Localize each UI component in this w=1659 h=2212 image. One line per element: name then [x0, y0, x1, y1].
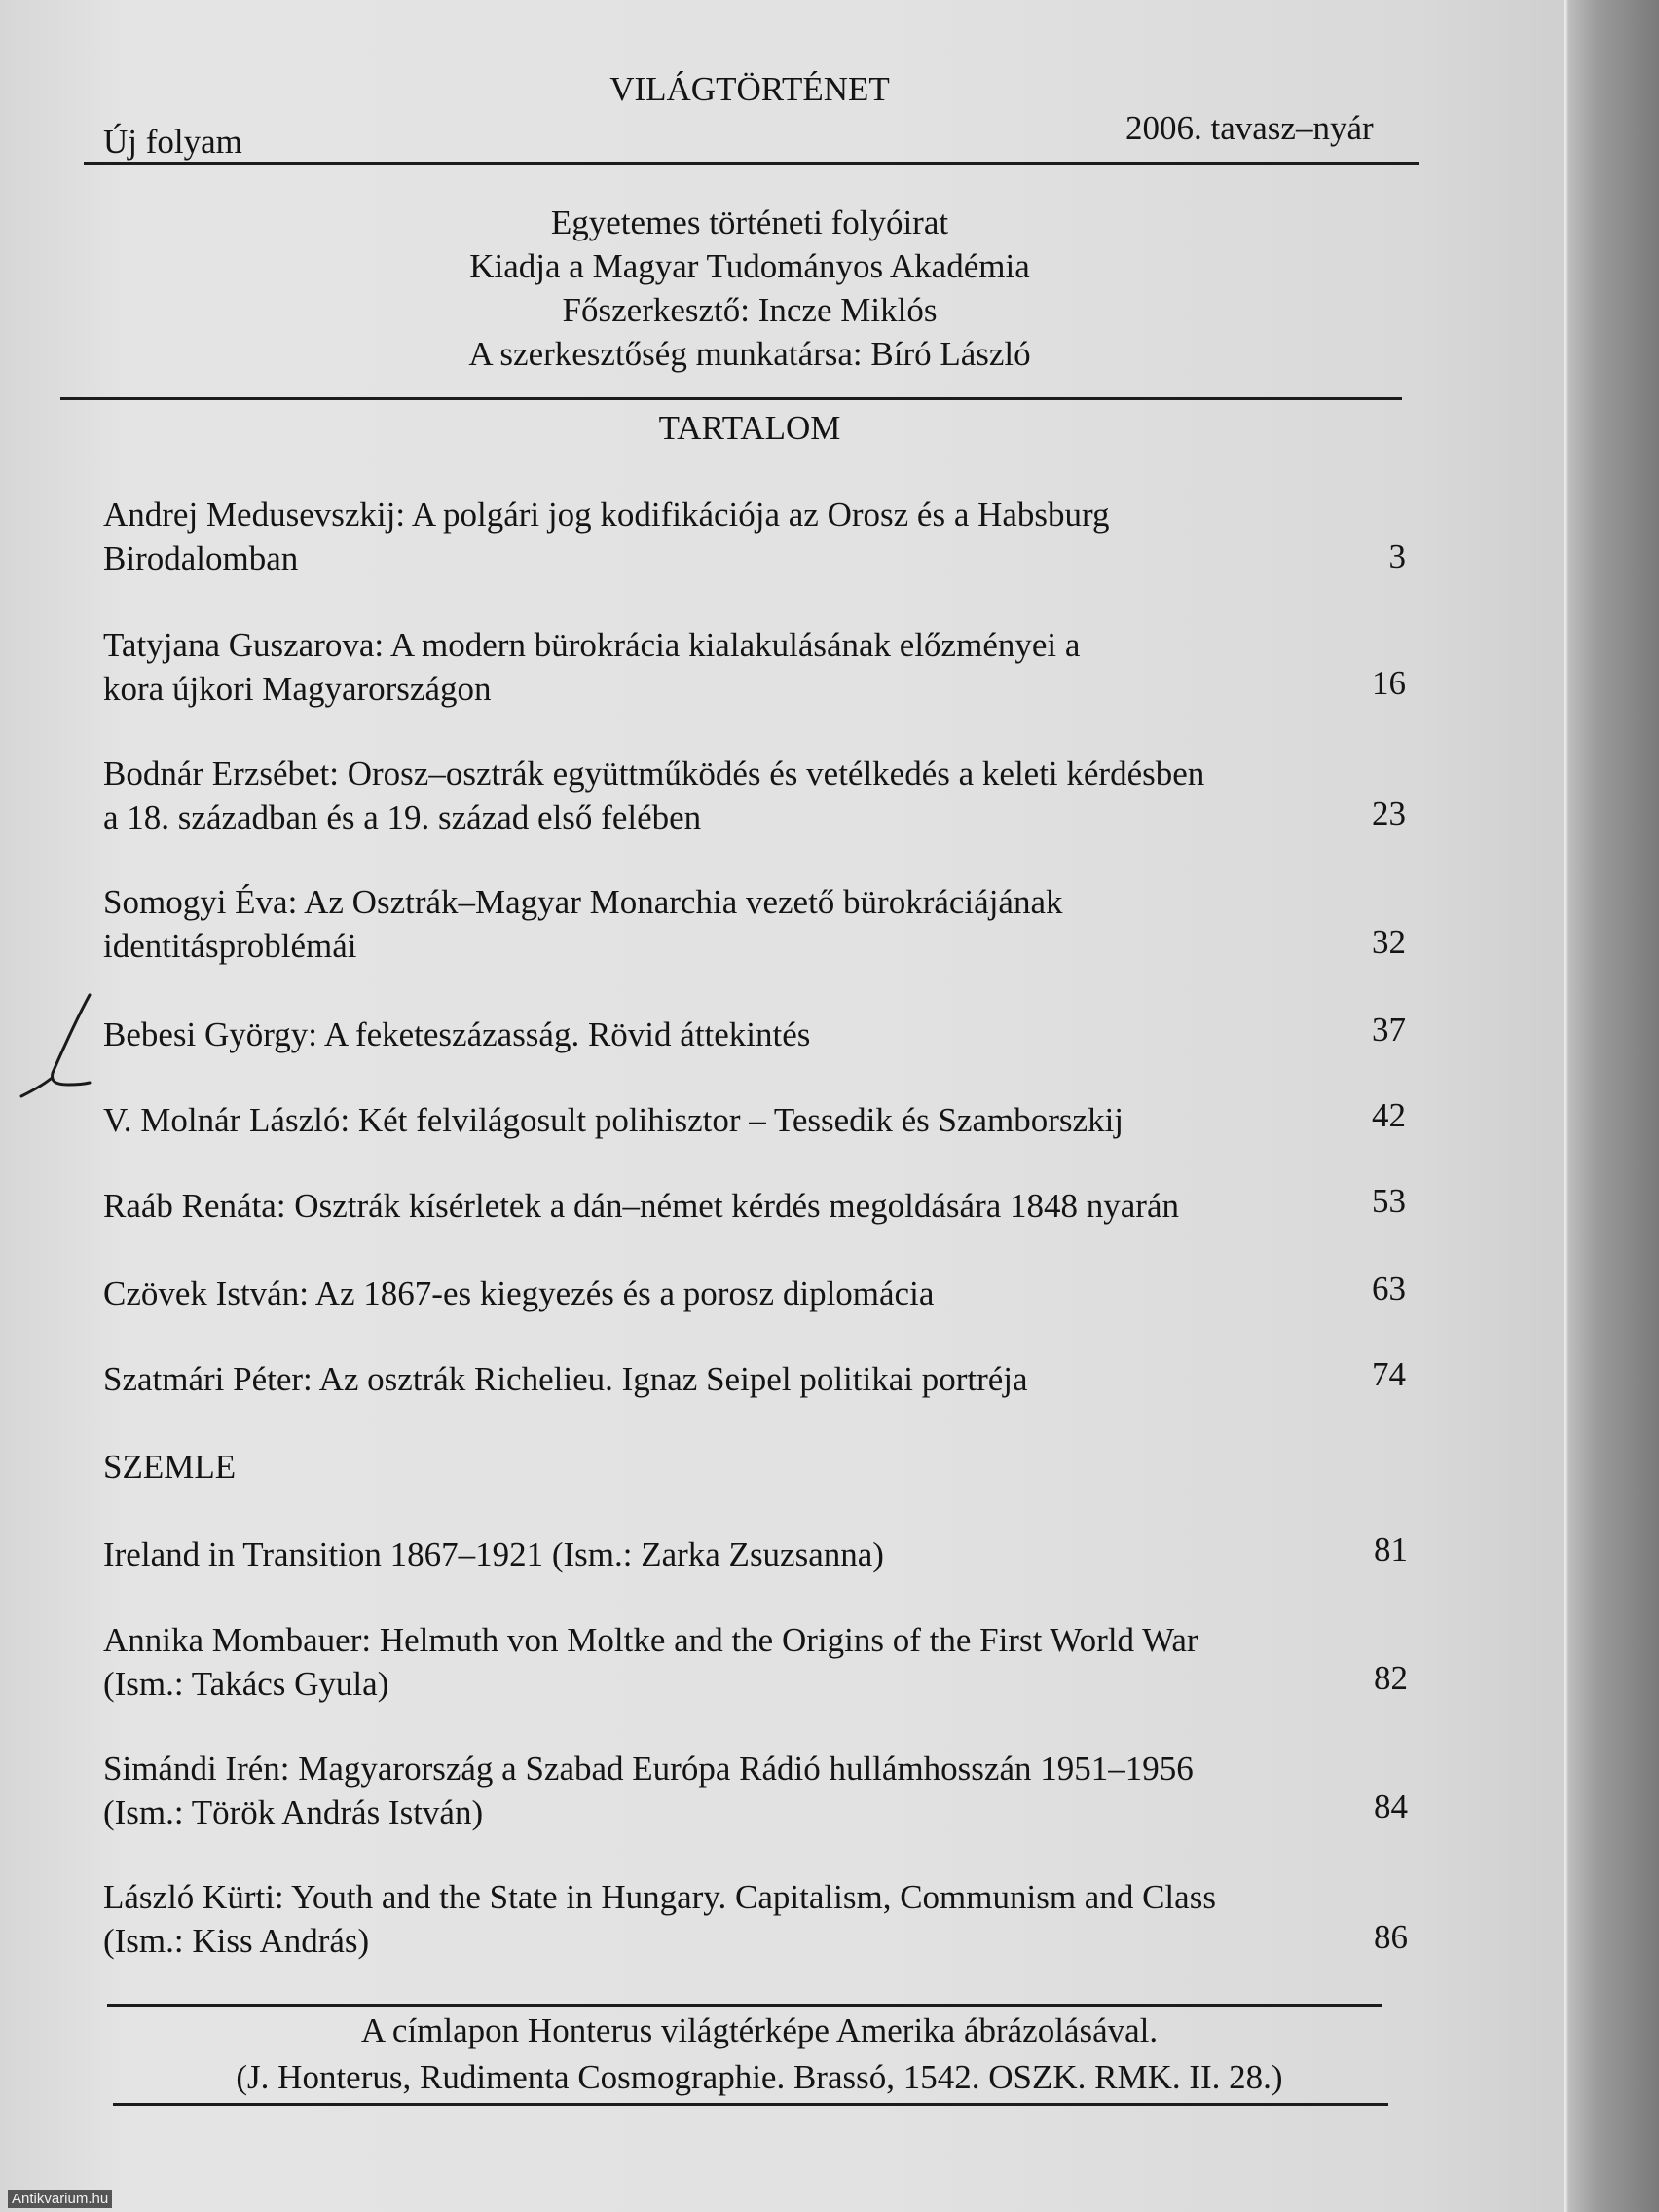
entry-text: Tatyjana Guszarova: A modern bürokrácia kialakulásának előzményei a — [103, 626, 1081, 664]
entry-text: Bodnár Erzsébet: Orosz–osztrák együttműködés és vetélkedés a keleti kérdésben — [103, 755, 1205, 793]
toc-entry — [103, 623, 1408, 711]
review-entry — [103, 1747, 1408, 1834]
review-entry — [103, 1875, 1408, 1963]
page-number: 32 — [1372, 923, 1406, 961]
page-number: 53 — [1372, 1182, 1406, 1220]
entry-text: V. Molnár László: Két felvilágosult polihisztor – Tessedik és Szamborszkij — [103, 1101, 1124, 1139]
cover-note — [0, 2008, 1519, 2101]
page-number: 84 — [1374, 1788, 1408, 1825]
watermark: Antikvarium.hu — [8, 2190, 112, 2208]
entry-text: László Kürti: Youth and the State in Hungary. Capitalism, Communism and Class — [103, 1878, 1216, 1916]
page-number: 3 — [1388, 537, 1406, 575]
entry-text: Andrej Medusevszkij: A polgári jog kodifikációja az Orosz és a Habsburg — [103, 496, 1110, 534]
entry-text: Somogyi Éva: Az Osztrák–Magyar Monarchia vezető bürokráciájának — [103, 883, 1063, 921]
page-number: 16 — [1372, 664, 1406, 702]
entry-text: (Ism.: Takács Gyula) — [103, 1665, 389, 1703]
page-number: 63 — [1372, 1270, 1406, 1308]
entry-text: Annika Mombauer: Helmuth von Moltke and the Origins of the First World War — [103, 1621, 1198, 1659]
entry-text: Raáb Renáta: Osztrák kísérletek a dán–német kérdés megoldására 1848 nyarán — [103, 1187, 1179, 1225]
entry-text: a 18. században és a 19. század első felében — [103, 798, 702, 836]
entry-text: identitásproblémái — [103, 927, 357, 965]
toc-entry — [103, 1272, 1408, 1315]
entry-text: Szatmári Péter: Az osztrák Richelieu. Ignaz Seipel politikai portréja — [103, 1360, 1028, 1398]
footer-bottom-rule — [113, 2103, 1388, 2106]
cover-note-line: (J. Honterus, Rudimenta Cosmographie. Brassó, 1542. OSZK. RMK. II. 28.) — [236, 2058, 1283, 2096]
page-number: 23 — [1372, 794, 1406, 832]
page-stack-edge — [1564, 0, 1659, 2212]
entry-text: (Ism.: Kiss András) — [103, 1922, 370, 1960]
entry-text: Czövek István: Az 1867-es kiegyezés és a porosz diplomácia — [103, 1274, 935, 1312]
masthead-line: Kiadja a Magyar Tudományos Akadémia — [469, 247, 1030, 285]
header-rule — [84, 162, 1419, 165]
masthead-line: Főszerkesztő: Incze Miklós — [562, 291, 938, 329]
toc-entry — [103, 1357, 1408, 1401]
page-number: 74 — [1372, 1355, 1406, 1393]
masthead — [0, 201, 1499, 376]
toc-entry — [103, 1013, 1408, 1056]
masthead-line: Egyetemes történeti folyóirat — [550, 203, 949, 241]
page-number: 81 — [1374, 1530, 1408, 1568]
masthead-rule — [60, 397, 1402, 400]
toc-entry — [103, 493, 1408, 580]
page-number: 86 — [1374, 1918, 1408, 1956]
entry-text: Bebesi György: A feketeszázasság. Rövid áttekintés — [103, 1015, 811, 1053]
toc-entry — [103, 752, 1408, 839]
cover-note-line: A címlapon Honterus világtérképe Amerika ábrázolásával. — [360, 2011, 1159, 2049]
section-heading: SZEMLE — [103, 1448, 237, 1486]
toc-entry — [103, 1098, 1408, 1142]
toc-title: TARTALOM — [658, 409, 841, 447]
page-number: 42 — [1372, 1096, 1406, 1134]
review-entry — [103, 1618, 1408, 1706]
masthead-line: A szerkesztőség munkatársa: Bíró László — [468, 335, 1031, 373]
journal-title: VILÁGTÖRTÉNET — [609, 70, 890, 108]
issue-label: 2006. tavasz–nyár — [1125, 109, 1374, 147]
review-entry — [103, 1532, 1408, 1576]
page-number: 37 — [1372, 1011, 1406, 1049]
entry-text: Birodalomban — [103, 539, 299, 577]
series-label: Új folyam — [103, 123, 242, 161]
footer-top-rule — [107, 2004, 1382, 2007]
handwritten-check-mark — [14, 991, 101, 1098]
entry-text: (Ism.: Török András István) — [103, 1793, 484, 1831]
entry-text: Simándi Irén: Magyarország a Szabad Európa Rádió hullámhosszán 1951–1956 — [103, 1750, 1194, 1788]
toc-entry — [103, 880, 1408, 968]
entry-text: Ireland in Transition 1867–1921 (Ism.: Zarka Zsuzsanna) — [103, 1535, 884, 1573]
entry-text: kora újkori Magyarországon — [103, 670, 492, 708]
toc-entry — [103, 1184, 1408, 1228]
review-section-title — [103, 1445, 1408, 1489]
page-number: 82 — [1374, 1659, 1408, 1697]
